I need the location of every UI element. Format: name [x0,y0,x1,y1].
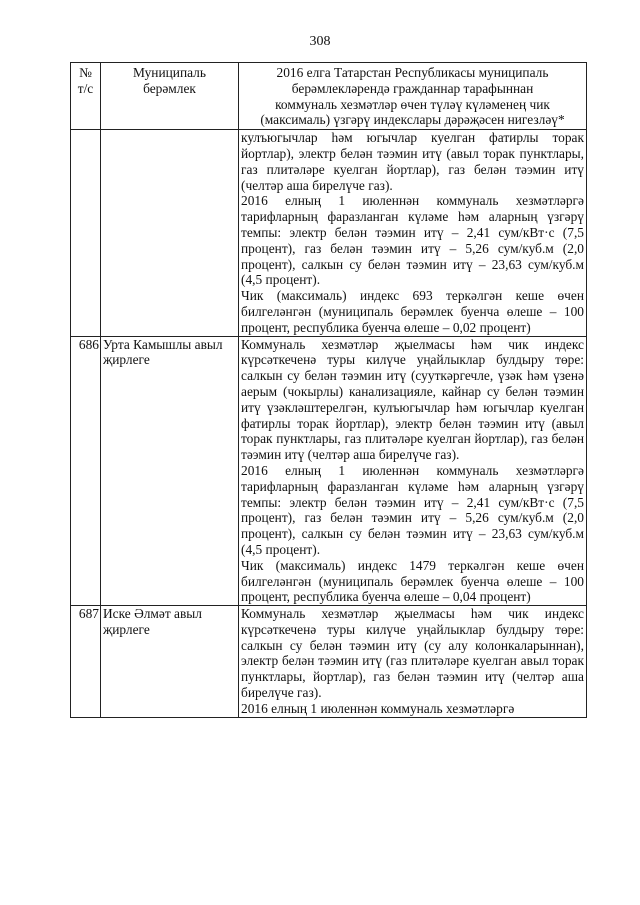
indices-table [70,62,587,718]
header-description-line: берәмлекләрендә гражданнар тарафыннан [291,80,534,96]
header-description-line: (максималь) үзгәрү индекслары дәрәҗәсен нигезләү* [260,112,565,128]
description-paragraph: кулъюгычлар һәм югычлар куелган фатирлы торак йортлар), электр белән тәэмин итү (авыл торак пунктлары, газ плитәләре куелган йортлар), газ белән тәэмин итү (челтәр аша бирелүче газ). [241,130,584,193]
table-row [71,606,587,718]
row-description [239,606,587,718]
description-paragraph: Чик (максималь) индекс 1479 теркәлгән кеше өчен билгеләнгән (муниципаль берәмлек буенча өлеше – 100 процент, республика буенча өлеше – 0,04 процент) [241,557,584,605]
row-number [71,130,101,336]
description-paragraph: Чик (максималь) индекс 693 теркәлгән кеше өчен билгеләнгән (муниципаль берәмлек буенча өлеше – 100 процент, республика буенча өлеше – 0,02 процент) [241,288,584,335]
header-municipality-line: берәмлек [143,80,196,96]
row-description [239,130,587,336]
header-number-line: № [79,65,92,80]
row-municipality: Урта Камышлы авыл җирлеге [101,336,239,606]
header-description [239,63,587,130]
header-municipality-line: Муниципаль [133,65,206,80]
table-row [71,130,587,336]
row-description [239,336,587,606]
row-municipality [101,130,239,336]
description-paragraph: 2016 елның 1 июленнән коммуналь хезмәтләргә тарифларның фаразланган күләме һәм аларның үзгәрү темпы: электр белән тәэмин итү – 2,41 сум/кВт·с (7,5 процент), газ белән тәэмин итү – 5,26 сум/куб.м (2,0 процент), салкын су белән тәэмин итү – 23,63 сум/куб.м (4,5 процент). [241,193,584,288]
description-paragraph: Коммуналь хезмәтләр җыелмасы һәм чик индекс күрсәткеченә туры килүче уңайлыклар булдыру төре: салкын су белән тәэмин итү (су алу колонкаларыннан), электр белән тәэмин итү (газ плитәләре куелган авыл торак пунктлары, йортлар), газ белән тәэмин итү (челтәр аша бирелүче газ). [241,606,584,701]
row-municipality: Иске Әлмәт авыл җирлеге [101,606,239,718]
description-paragraph: Коммуналь хезмәтләр җыелмасы һәм чик индекс күрсәткеченә туры килүче уңайлыклар булдыру төре: салкын су белән тәэмин итү (сууткәргечле, үзәк һәм үзенә аерым (чокырлы) канализацияле, кайнар су белән тәэмин итү үзәкләштерелгән, кулъюгычлар һәм югычлар куелган фатирлы торак йортлар), электр белән тәэмин итү (авыл торак пунктлары, газ плитәләре куелган йортлар), газ белән тәэмин итү (челтәр аша бирелүче газ). [241,336,584,463]
row-number: 687 [71,606,101,718]
page-number: 308 [309,34,331,49]
header-description-line: коммуналь хезмәтләр өчен түләү күләменең чик [275,96,550,112]
header-number [71,63,101,130]
header-number-line: т/с [77,80,94,96]
description-paragraph: 2016 елның 1 июленнән коммуналь хезмәтләргә тарифларның фаразланган күләме һәм аларның үзгәрү темпы: электр белән тәэмин итү – 2,41 сум/кВт·с (7,5 процент), газ белән тәэмин итү – 5,26 сум/куб.м (2,0 процент), салкын су белән тәэмин итү – 23,63 сум/куб.м (4,5 процент). [241,462,584,557]
header-municipality [101,63,239,130]
row-number: 686 [71,336,101,606]
table-header-row [71,63,587,130]
table-row [71,336,587,606]
header-description-line: 2016 елга Татарстан Республикасы муниципаль [276,65,549,80]
description-paragraph: 2016 елның 1 июленнән коммуналь хезмәтләргә [241,700,515,716]
